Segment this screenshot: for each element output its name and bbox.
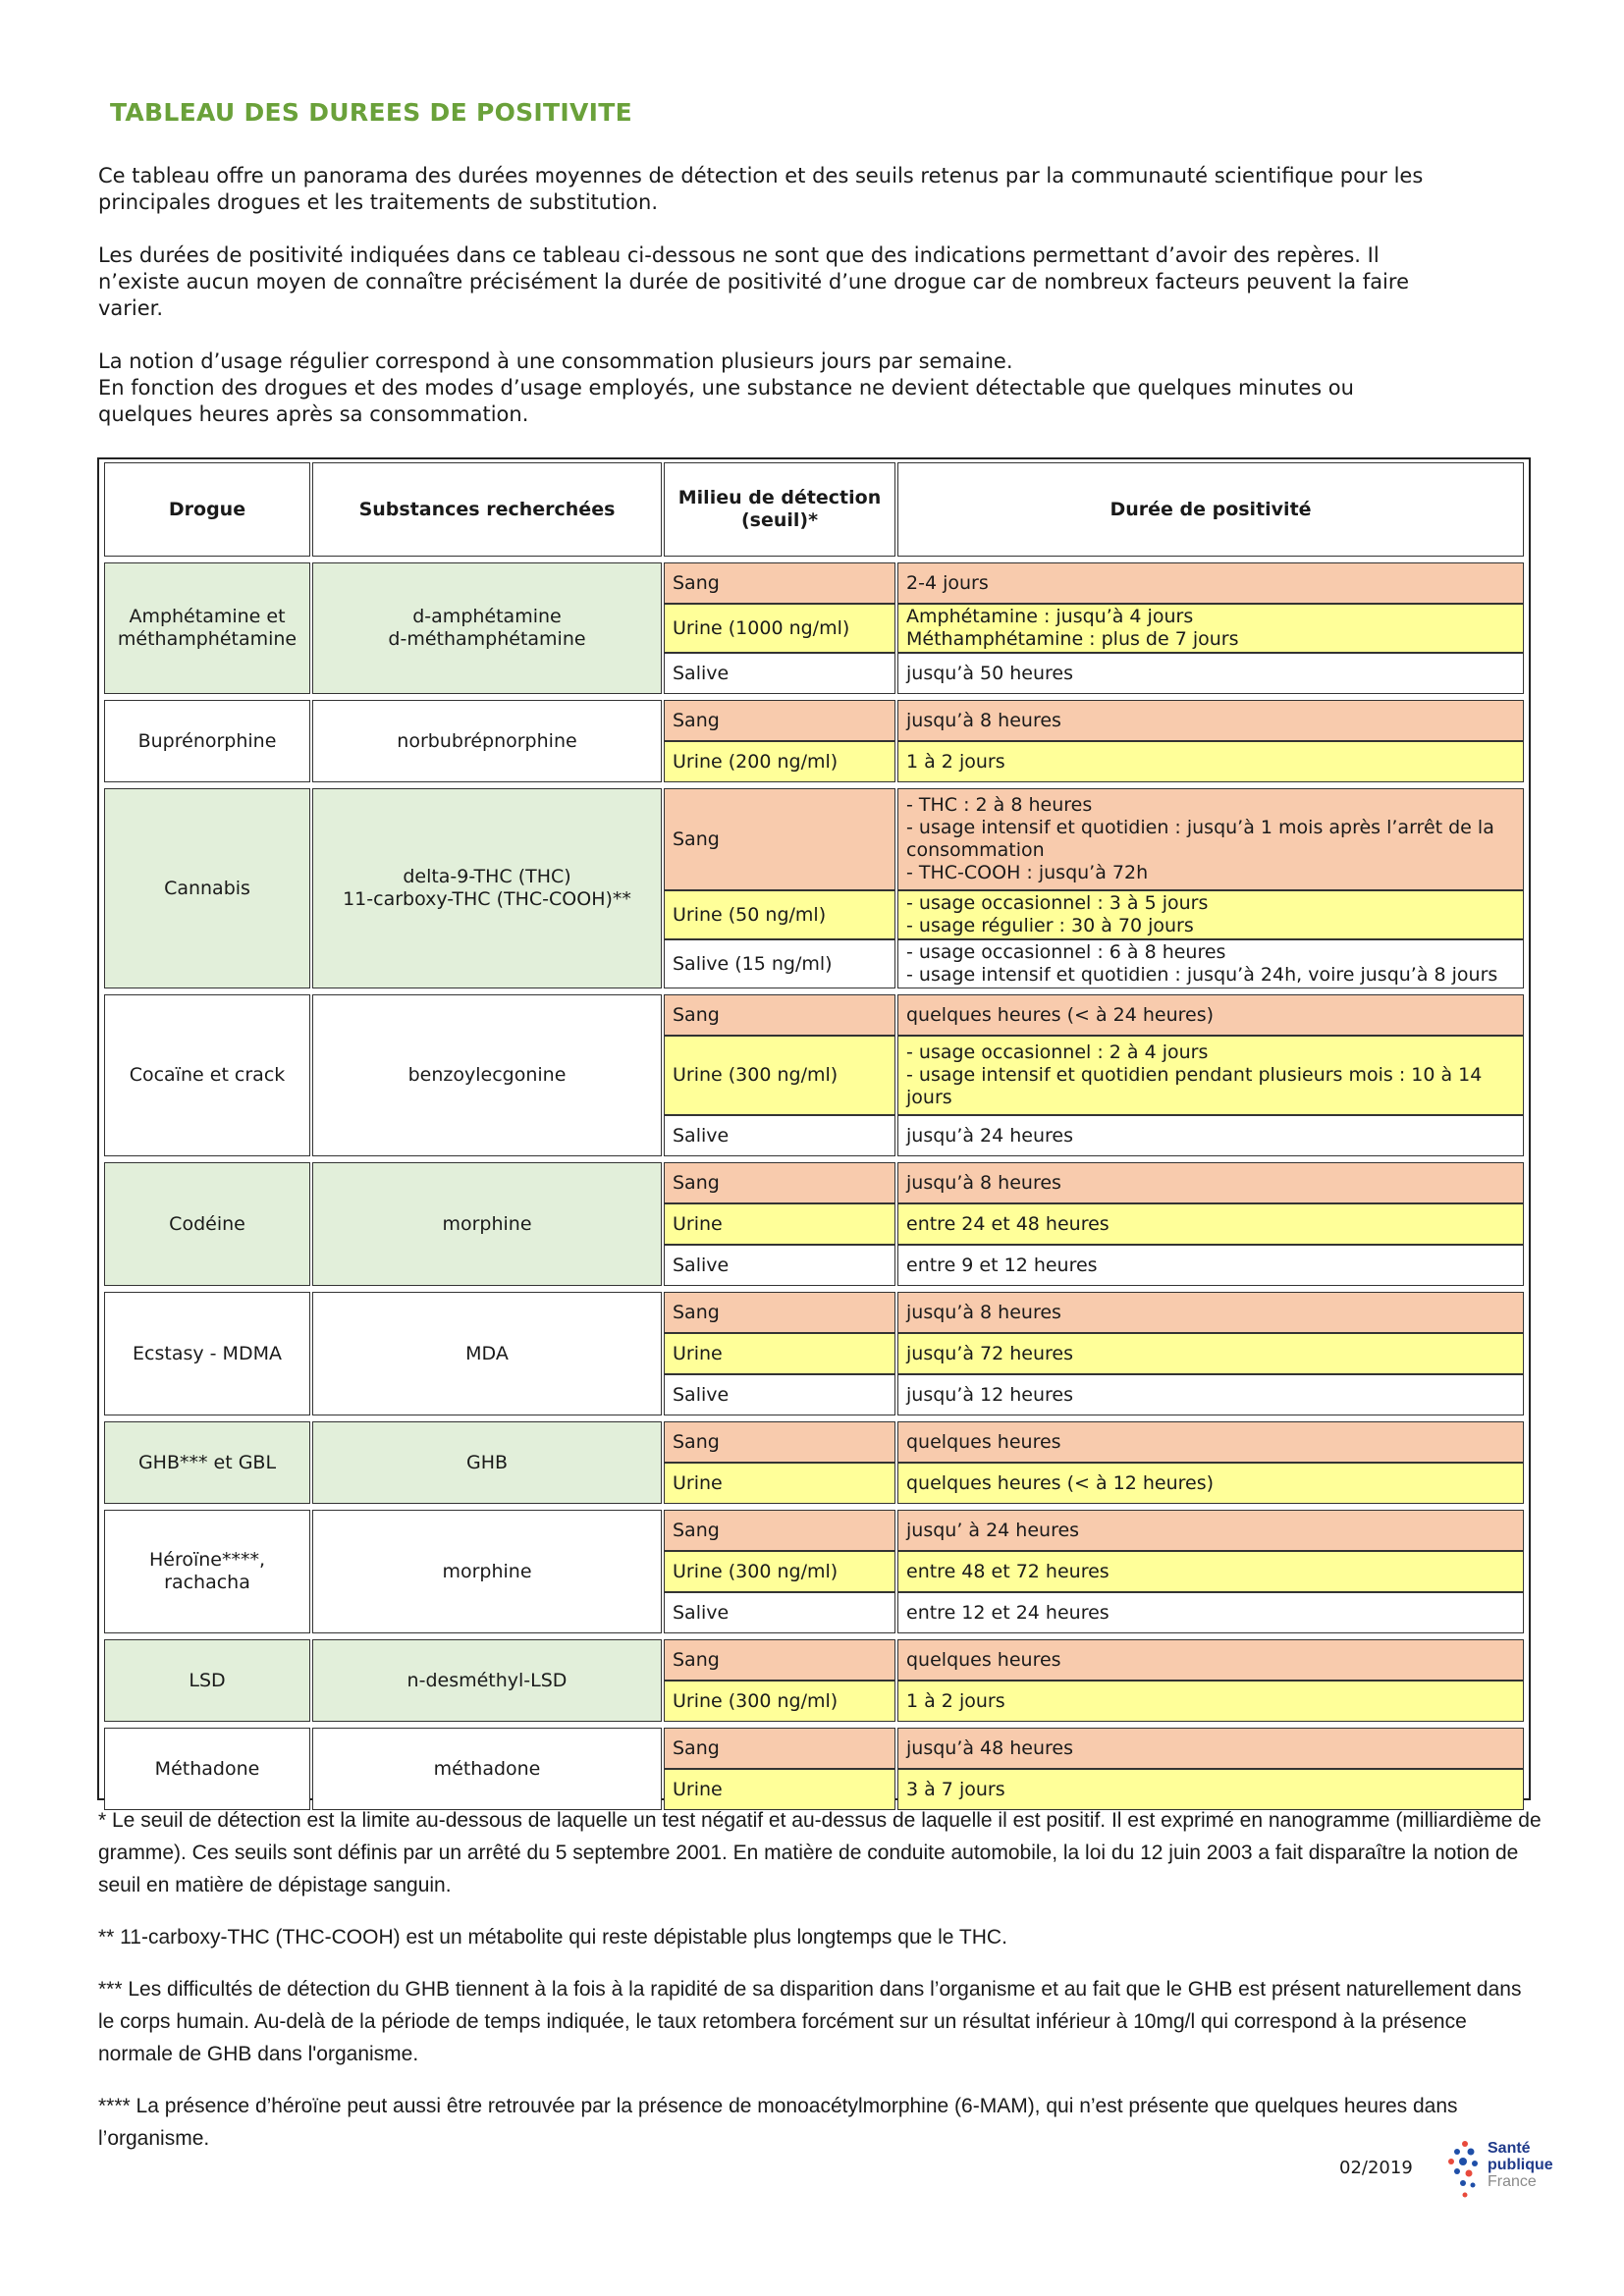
detection-medium: Urine (300 ng/ml) — [664, 1681, 895, 1722]
table-row — [104, 994, 1524, 1036]
positivity-duration: entre 24 et 48 heures — [897, 1203, 1524, 1245]
table-header-row — [104, 462, 1524, 557]
substance-name: norbubrépnorphine — [312, 700, 662, 782]
table-row — [104, 1510, 1524, 1551]
positivity-duration: jusqu’à 8 heures — [897, 1292, 1524, 1333]
substance-name: morphine — [312, 1510, 662, 1633]
detection-medium: Sang — [664, 700, 895, 741]
substance-name: benzoylecgonine — [312, 994, 662, 1156]
drug-name: Cannabis — [104, 788, 310, 988]
intro-paragraph-3: La notion d’usage régulier correspond à une consommation plusieurs jours par semaine. En fonction des drogues et des modes d’usage employés, une substance ne devient détectable que quelques minutes ou quelques heures après sa consommation. — [98, 349, 1354, 426]
positivity-duration: quelques heures — [897, 1421, 1524, 1463]
table-row — [104, 562, 1524, 604]
positivity-duration: 2-4 jours — [897, 562, 1524, 604]
positivity-duration: jusqu’à 8 heures — [897, 1162, 1524, 1203]
detection-medium: Sang — [664, 1162, 895, 1203]
positivity-duration: jusqu’à 12 heures — [897, 1374, 1524, 1415]
detection-medium: Sang — [664, 1292, 895, 1333]
drug-name: Cocaïne et crack — [104, 994, 310, 1156]
drug-name: LSD — [104, 1639, 310, 1722]
table-row — [104, 1292, 1524, 1333]
positivity-duration: entre 9 et 12 heures — [897, 1245, 1524, 1286]
logo-line-2: publique — [1488, 2157, 1553, 2173]
detection-medium: Salive — [664, 653, 895, 694]
substance-name: morphine — [312, 1162, 662, 1286]
detection-medium: Salive (15 ng/ml) — [664, 939, 895, 988]
positivity-duration: jusqu’à 24 heures — [897, 1115, 1524, 1156]
positivity-duration: 1 à 2 jours — [897, 1681, 1524, 1722]
drug-name: Méthadone — [104, 1728, 310, 1810]
substance-name: MDA — [312, 1292, 662, 1415]
logo-line-3: France — [1488, 2173, 1537, 2190]
drug-name: Codéine — [104, 1162, 310, 1286]
detection-medium: Sang — [664, 788, 895, 890]
detection-medium: Sang — [664, 562, 895, 604]
substance-name: delta-9-THC (THC) 11-carboxy-THC (THC-COOH)** — [312, 788, 662, 988]
page-title: TABLEAU DES DUREES DE POSITIVITE — [110, 98, 632, 127]
substance-name: GHB — [312, 1421, 662, 1504]
intro-text — [98, 163, 1532, 454]
drug-name: GHB*** et GBL — [104, 1421, 310, 1504]
detection-medium: Sang — [664, 1728, 895, 1769]
detection-medium: Salive — [664, 1374, 895, 1415]
substance-name: n-desméthyl-LSD — [312, 1639, 662, 1722]
detection-medium: Urine — [664, 1203, 895, 1245]
substance-name: méthadone — [312, 1728, 662, 1810]
table-row — [104, 1162, 1524, 1203]
footnote-thc-cooh: ** 11-carboxy-THC (THC-COOH) est un métabolite qui reste dépistable plus longtemps que le THC. — [98, 1926, 1007, 1949]
drug-name: Ecstasy - MDMA — [104, 1292, 310, 1415]
header-duration: Durée de positivité — [897, 462, 1524, 557]
positivity-duration: - usage occasionnel : 3 à 5 jours - usage régulier : 30 à 70 jours — [897, 890, 1524, 939]
table-body — [104, 462, 1524, 1810]
detection-medium: Salive — [664, 1592, 895, 1633]
positivity-duration: entre 12 et 24 heures — [897, 1592, 1524, 1633]
positivity-duration: quelques heures (< à 12 heures) — [897, 1463, 1524, 1504]
positivity-duration: Amphétamine : jusqu’à 4 jours Méthamphétamine : plus de 7 jours — [897, 604, 1524, 653]
detection-medium: Urine (300 ng/ml) — [664, 1036, 895, 1115]
positivity-duration: - usage occasionnel : 2 à 4 jours - usage intensif et quotidien pendant plusieurs mois : 10 à 14 jours — [897, 1036, 1524, 1115]
document-date: 02/2019 — [1339, 2158, 1413, 2178]
table-row — [104, 1728, 1524, 1769]
drug-name: Héroïne****, rachacha — [104, 1510, 310, 1633]
footnote-threshold: * Le seuil de détection est la limite au-dessous de laquelle un test négatif et au-dessus de laquelle il est positif. Il est exprimé en nanogramme (milliardième de gramme). Ces seuils sont définis par un arrêté du 5 septembre 2001. En matière de conduite automobile, la loi du 12 juin 2003 a fait disparaître la notion de seuil en matière de dépistage sanguin. — [98, 1809, 1542, 1896]
positivity-table-frame — [97, 457, 1531, 1800]
detection-medium: Urine (1000 ng/ml) — [664, 604, 895, 653]
positivity-duration: jusqu’à 48 heures — [897, 1728, 1524, 1769]
footnotes — [98, 1804, 1542, 2174]
detection-medium: Urine (300 ng/ml) — [664, 1551, 895, 1592]
header-drug: Drogue — [104, 462, 310, 557]
detection-medium: Urine — [664, 1463, 895, 1504]
table-row — [104, 788, 1524, 890]
positivity-duration: jusqu’ à 24 heures — [897, 1510, 1524, 1551]
detection-medium: Sang — [664, 994, 895, 1036]
intro-paragraph-2: Les durées de positivité indiquées dans ce tableau ci-dessous ne sont que des indications permettant d’avoir des repères. Il n’existe aucun moyen de connaître précisément la durée de positivité d’une drogue car de nombreux facteurs peuvent la faire varier. — [98, 243, 1409, 320]
positivity-duration: - usage occasionnel : 6 à 8 heures - usage intensif et quotidien : jusqu’à 24h, voire jusqu’à 8 jours — [897, 939, 1524, 988]
table-row — [104, 1639, 1524, 1681]
detection-medium: Salive — [664, 1245, 895, 1286]
footnote-heroin: **** La présence d’héroïne peut aussi être retrouvée par la présence de monoacétylmorphine (6-MAM), qui n’est présente que quelques heures dans l’organisme. — [98, 2095, 1458, 2150]
positivity-duration: quelques heures (< à 24 heures) — [897, 994, 1524, 1036]
substance-name: d-amphétamine d-méthamphétamine — [312, 562, 662, 694]
header-medium: Milieu de détection (seuil)* — [664, 462, 895, 557]
detection-medium: Urine — [664, 1769, 895, 1810]
header-substances: Substances recherchées — [312, 462, 662, 557]
positivity-duration: quelques heures — [897, 1639, 1524, 1681]
detection-medium: Urine (50 ng/ml) — [664, 890, 895, 939]
table-row — [104, 1421, 1524, 1463]
positivity-duration: entre 48 et 72 heures — [897, 1551, 1524, 1592]
detection-medium: Sang — [664, 1421, 895, 1463]
intro-paragraph-1: Ce tableau offre un panorama des durées moyennes de détection et des seuils retenus par la communauté scientifique pour les principales drogues et les traitements de substitution. — [98, 164, 1424, 214]
positivity-duration: jusqu’à 8 heures — [897, 700, 1524, 741]
footnote-ghb: *** Les difficultés de détection du GHB tiennent à la fois à la rapidité de sa disparition dans l’organisme et au fait que le GHB est présent naturellement dans le corps humain. Au-delà de la période de temps indiquée, le taux retombera forcément sur un résultat inférieur à 10mg/l qui correspond à la présence normale de GHB dans l'organisme. — [98, 1978, 1522, 2065]
positivity-duration: jusqu’à 50 heures — [897, 653, 1524, 694]
positivity-table — [102, 462, 1526, 1810]
positivity-duration: 3 à 7 jours — [897, 1769, 1524, 1810]
positivity-duration: jusqu’à 72 heures — [897, 1333, 1524, 1374]
table-row — [104, 700, 1524, 741]
detection-medium: Sang — [664, 1639, 895, 1681]
positivity-duration: - THC : 2 à 8 heures - usage intensif et quotidien : jusqu’à 1 mois après l’arrêt de la consommation - THC-COOH : jusqu’à 72h — [897, 788, 1524, 890]
detection-medium: Salive — [664, 1115, 895, 1156]
logo-line-1: Santé — [1488, 2140, 1531, 2157]
positivity-duration: 1 à 2 jours — [897, 741, 1524, 782]
detection-medium: Urine — [664, 1333, 895, 1374]
drug-name: Buprénorphine — [104, 700, 310, 782]
logo-wordmark — [1488, 2140, 1553, 2190]
drug-name: Amphétamine et méthamphétamine — [104, 562, 310, 694]
detection-medium: Urine (200 ng/ml) — [664, 741, 895, 782]
detection-medium: Sang — [664, 1510, 895, 1551]
